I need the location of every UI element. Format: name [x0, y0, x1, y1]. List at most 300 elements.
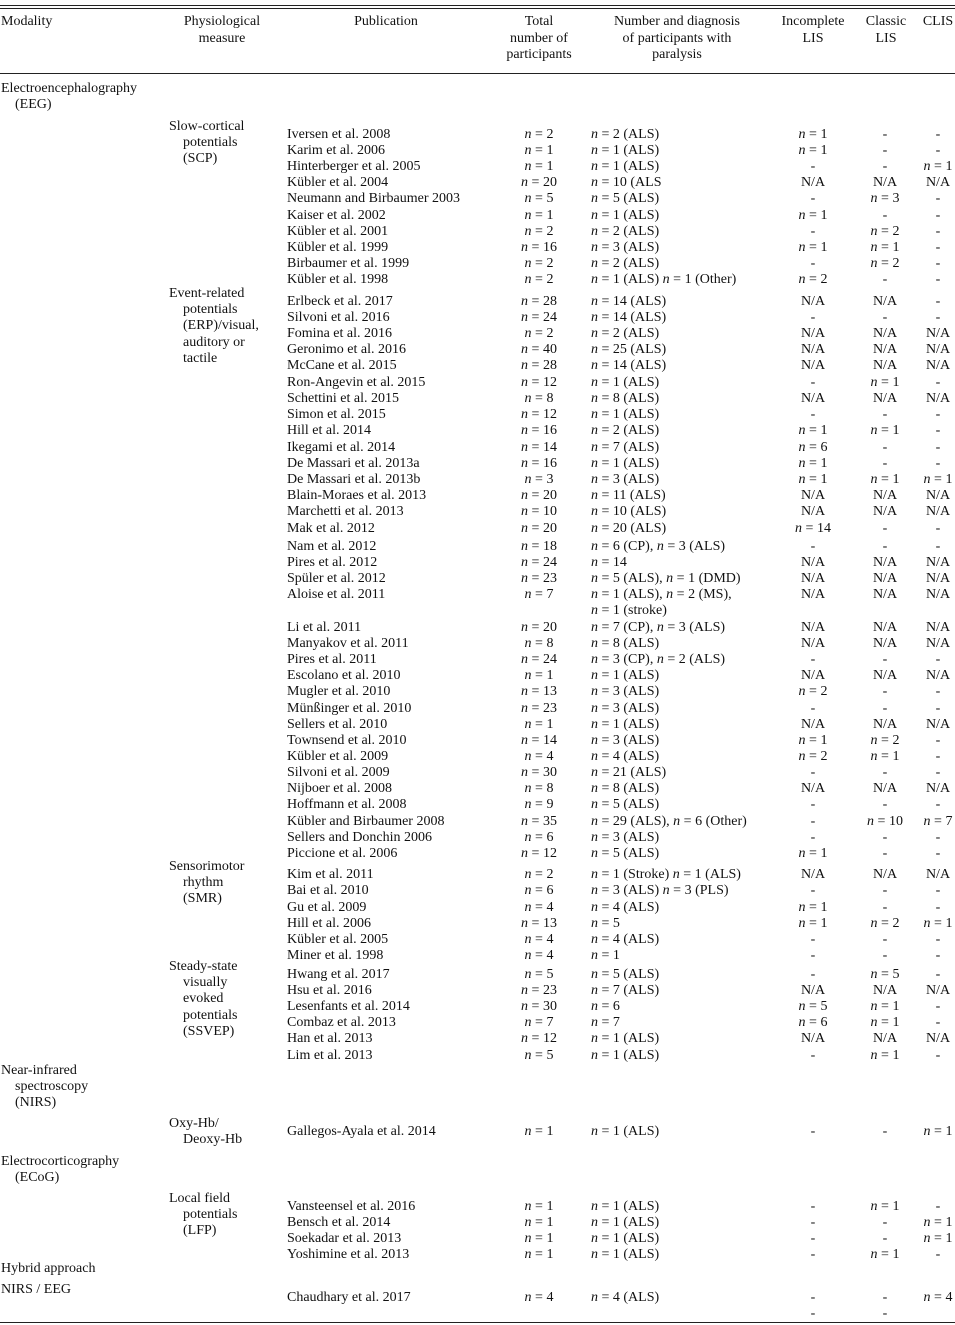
publication-cell: Hsu et al. 2016 — [287, 983, 372, 998]
diagnosis-cell: n = 29 (ALS), n = 6 (Other) — [591, 814, 747, 829]
modality-label: Electrocorticography (ECoG) — [1, 1154, 120, 1186]
clis-cell: N/A — [925, 620, 951, 635]
clis-cell: N/A — [925, 571, 951, 586]
total-participants-cell: n = 10 — [521, 504, 557, 519]
publication-cell: Schettini et al. 2015 — [287, 391, 399, 406]
publication-cell: Sellers and Donchin 2006 — [287, 830, 433, 845]
classic-lis-cell: - — [882, 684, 888, 699]
publication-cell: Escolano et al. 2010 — [287, 668, 401, 683]
publication-cell: Pires et al. 2012 — [287, 555, 378, 570]
diagnosis-cell: n = 2 (ALS) — [591, 256, 660, 271]
classic-lis-cell: - — [882, 310, 888, 325]
classic-lis-cell: N/A — [872, 867, 898, 882]
clis-cell: - — [935, 224, 941, 239]
incomplete-lis-cell: - — [810, 1215, 816, 1230]
classic-lis-cell: n = 10 — [867, 814, 903, 829]
incomplete-lis-cell: N/A — [800, 717, 826, 732]
publication-cell: Townsend et al. 2010 — [287, 733, 407, 748]
incomplete-lis-cell: N/A — [800, 175, 826, 190]
incomplete-lis-cell: - — [810, 1290, 816, 1305]
publication-cell: Erlbeck et al. 2017 — [287, 294, 393, 309]
diagnosis-cell: n = 1 (ALS) — [591, 456, 660, 471]
publication-cell: Manyakov et al. 2011 — [287, 636, 409, 651]
total-participants-cell: n = 16 — [521, 456, 557, 471]
publication-cell: Kübler et al. 2001 — [287, 224, 389, 239]
classic-lis-cell: n = 1 — [870, 472, 900, 487]
total-participants-cell: n = 2 — [524, 326, 554, 341]
classic-lis-cell: - — [882, 521, 888, 536]
diagnosis-cell: n = 8 (ALS) — [591, 636, 660, 651]
diagnosis-cell: n = 8 (ALS) — [591, 391, 660, 406]
clis-cell: - — [935, 830, 941, 845]
clis-cell: - — [935, 208, 941, 223]
publication-cell: Silvoni et al. 2009 — [287, 765, 390, 780]
diagnosis-cell: n = 5 (ALS) — [591, 967, 660, 982]
diagnosis-cell: n = 1 (ALS) — [591, 1124, 660, 1139]
incomplete-lis-cell: n = 1 — [798, 240, 828, 255]
total-participants-cell: n = 1 — [524, 1215, 554, 1230]
incomplete-lis-cell: - — [810, 224, 816, 239]
total-participants-cell: n = 24 — [521, 310, 557, 325]
incomplete-lis-cell: - — [810, 1231, 816, 1246]
publication-cell: Sellers et al. 2010 — [287, 717, 388, 732]
publication-cell: Ron-Angevin et al. 2015 — [287, 375, 426, 390]
classic-lis-cell: n = 1 — [870, 1015, 900, 1030]
clis-cell: - — [935, 999, 941, 1014]
diagnosis-cell: n = 1 (ALS) — [591, 143, 660, 158]
diagnosis-cell: n = 3 (ALS) — [591, 701, 660, 716]
clis-cell: N/A — [925, 504, 951, 519]
clis-cell: N/A — [925, 391, 951, 406]
diagnosis-cell: n = 4 (ALS) — [591, 932, 660, 947]
total-participants-cell: n = 12 — [521, 407, 557, 422]
header-measure: Physiological measure — [183, 14, 261, 46]
total-participants-cell: n = 24 — [521, 652, 557, 667]
diagnosis-cell: n = 1 (ALS) — [591, 1247, 660, 1262]
total-participants-cell: n = 23 — [521, 983, 557, 998]
total-participants-cell: n = 1 — [524, 1231, 554, 1246]
total-participants-cell: n = 8 — [524, 636, 554, 651]
publication-cell: Bai et al. 2010 — [287, 883, 369, 898]
incomplete-lis-cell: - — [810, 701, 816, 716]
diagnosis-cell: n = 3 (ALS) — [591, 240, 660, 255]
incomplete-lis-cell: n = 1 — [798, 472, 828, 487]
incomplete-lis-cell: - — [810, 883, 816, 898]
total-participants-cell: n = 2 — [524, 224, 554, 239]
diagnosis-cell: n = 1 (Stroke) n = 1 (ALS) — [591, 867, 741, 882]
diagnosis-cell: n = 6 (CP), n = 3 (ALS) — [591, 539, 726, 554]
incomplete-lis-cell: N/A — [800, 555, 826, 570]
incomplete-lis-cell: N/A — [800, 504, 826, 519]
total-participants-cell: n = 4 — [524, 1290, 554, 1305]
incomplete-lis-cell: N/A — [800, 668, 826, 683]
classic-lis-cell: - — [882, 1290, 888, 1305]
publication-cell: Spüler et al. 2012 — [287, 571, 386, 586]
clis-cell: - — [935, 846, 941, 861]
measure-label: Oxy-Hb/ Deoxy-Hb — [169, 1116, 243, 1148]
clis-cell: N/A — [925, 488, 951, 503]
incomplete-lis-cell: - — [810, 932, 816, 947]
total-participants-cell: n = 20 — [521, 620, 557, 635]
clis-cell: N/A — [925, 668, 951, 683]
total-participants-cell: n = 1 — [524, 717, 554, 732]
publication-cell: Lim et al. 2013 — [287, 1048, 373, 1063]
trailing-incomplete-cell: - — [810, 1306, 816, 1321]
classic-lis-cell: - — [882, 701, 888, 716]
incomplete-lis-cell: - — [810, 1247, 816, 1262]
incomplete-lis-cell: - — [810, 256, 816, 271]
incomplete-lis-cell: N/A — [800, 620, 826, 635]
classic-lis-cell: - — [882, 1215, 888, 1230]
publication-cell: Hill et al. 2014 — [287, 423, 371, 438]
total-participants-cell: n = 12 — [521, 846, 557, 861]
diagnosis-cell: n = 3 (ALS) — [591, 733, 660, 748]
classic-lis-cell: n = 1 — [870, 1199, 900, 1214]
incomplete-lis-cell: n = 2 — [798, 749, 828, 764]
total-participants-cell: n = 8 — [524, 781, 554, 796]
measure-label: Steady-state visually evoked potentials (SSVEP) — [169, 959, 238, 1039]
clis-cell: - — [935, 1015, 941, 1030]
incomplete-lis-cell: - — [810, 1124, 816, 1139]
incomplete-lis-cell: - — [810, 765, 816, 780]
classic-lis-cell: n = 1 — [870, 749, 900, 764]
diagnosis-cell: n = 1 (ALS) — [591, 159, 660, 174]
classic-lis-cell: N/A — [872, 717, 898, 732]
diagnosis-cell: n = 4 (ALS) — [591, 749, 660, 764]
classic-lis-cell: n = 1 — [870, 375, 900, 390]
diagnosis-cell: n = 3 (ALS) n = 3 (PLS) — [591, 883, 729, 898]
table-top-rule — [0, 5, 955, 6]
measure-label: Event-related potentials (ERP)/visual, auditory or tactile — [169, 286, 259, 366]
classic-lis-cell: n = 2 — [870, 256, 900, 271]
classic-lis-cell: n = 5 — [870, 967, 900, 982]
publication-cell: Combaz et al. 2013 — [287, 1015, 396, 1030]
incomplete-lis-cell: N/A — [800, 867, 826, 882]
clis-cell: n = 1 — [923, 1215, 953, 1230]
incomplete-lis-cell: N/A — [800, 488, 826, 503]
incomplete-lis-cell: n = 1 — [798, 423, 828, 438]
total-participants-cell: n = 14 — [521, 733, 557, 748]
incomplete-lis-cell: n = 1 — [798, 456, 828, 471]
publication-cell: Hoffmann et al. 2008 — [287, 797, 407, 812]
clis-cell: - — [935, 272, 941, 287]
total-participants-cell: n = 1 — [524, 159, 554, 174]
classic-lis-cell: - — [882, 1124, 888, 1139]
incomplete-lis-cell: n = 14 — [795, 521, 831, 536]
clis-cell: N/A — [925, 358, 951, 373]
publication-cell: Piccione et al. 2006 — [287, 846, 398, 861]
total-participants-cell: n = 40 — [521, 342, 557, 357]
incomplete-lis-cell: - — [810, 967, 816, 982]
diagnosis-cell: n = 3 (CP), n = 2 (ALS) — [591, 652, 726, 667]
publication-cell: Ikegami et al. 2014 — [287, 440, 396, 455]
table-bottom-rule — [0, 1322, 955, 1323]
publication-cell: Han et al. 2013 — [287, 1031, 373, 1046]
total-participants-cell: n = 30 — [521, 999, 557, 1014]
classic-lis-cell: N/A — [872, 668, 898, 683]
incomplete-lis-cell: n = 1 — [798, 208, 828, 223]
clis-cell: N/A — [925, 587, 951, 602]
total-participants-cell: n = 1 — [524, 208, 554, 223]
incomplete-lis-cell: N/A — [800, 571, 826, 586]
publication-cell: Lesenfants et al. 2014 — [287, 999, 410, 1014]
incomplete-lis-cell: N/A — [800, 781, 826, 796]
publication-cell: Kübler et al. 1999 — [287, 240, 389, 255]
incomplete-lis-cell: N/A — [800, 636, 826, 651]
classic-lis-cell: - — [882, 143, 888, 158]
clis-cell: N/A — [925, 1031, 951, 1046]
classic-lis-cell: - — [882, 846, 888, 861]
incomplete-lis-cell: N/A — [800, 983, 826, 998]
clis-cell: n = 1 — [923, 1124, 953, 1139]
clis-cell: - — [935, 294, 941, 309]
diagnosis-cell: n = 3 (ALS) — [591, 684, 660, 699]
classic-lis-cell: N/A — [872, 358, 898, 373]
classic-lis-cell: - — [882, 159, 888, 174]
classic-lis-cell: - — [882, 900, 888, 915]
classic-lis-cell: - — [882, 272, 888, 287]
diagnosis-cell: n = 1 — [591, 948, 620, 963]
publication-cell: Karim et al. 2006 — [287, 143, 385, 158]
diagnosis-cell: n = 1 (ALS) — [591, 1048, 660, 1063]
classic-lis-cell: - — [882, 652, 888, 667]
total-participants-cell: n = 24 — [521, 555, 557, 570]
publication-cell: Soekadar et al. 2013 — [287, 1231, 402, 1246]
diagnosis-cell: n = 10 (ALS — [591, 175, 662, 190]
diagnosis-cell: n = 1 (ALS) — [591, 375, 660, 390]
diagnosis-cell: n = 1 (ALS) — [591, 1231, 660, 1246]
publication-cell: Simon et al. 2015 — [287, 407, 386, 422]
clis-cell: n = 1 — [923, 159, 953, 174]
classic-lis-cell: - — [882, 948, 888, 963]
total-participants-cell: n = 16 — [521, 423, 557, 438]
total-participants-cell: n = 1 — [524, 143, 554, 158]
total-participants-cell: n = 5 — [524, 967, 554, 982]
publication-cell: Bensch et al. 2014 — [287, 1215, 391, 1230]
total-participants-cell: n = 20 — [521, 488, 557, 503]
publication-cell: Nijboer et al. 2008 — [287, 781, 392, 796]
publication-cell: Silvoni et al. 2016 — [287, 310, 390, 325]
diagnosis-cell: n = 7 (ALS) — [591, 983, 660, 998]
incomplete-lis-cell: N/A — [800, 1031, 826, 1046]
classic-lis-cell: N/A — [872, 488, 898, 503]
classic-lis-cell: - — [882, 797, 888, 812]
clis-cell: - — [935, 948, 941, 963]
total-participants-cell: n = 35 — [521, 814, 557, 829]
total-participants-cell: n = 2 — [524, 867, 554, 882]
publication-cell: Kübler et al. 1998 — [287, 272, 389, 287]
publication-cell: Birbaumer et al. 1999 — [287, 256, 410, 271]
diagnosis-cell: n = 1 (ALS), n = 2 (MS), n = 1 (stroke) — [591, 587, 732, 618]
incomplete-lis-cell: n = 5 — [798, 999, 828, 1014]
total-participants-cell: n = 23 — [521, 571, 557, 586]
diagnosis-cell: n = 1 (ALS) n = 1 (Other) — [591, 272, 737, 287]
clis-cell: - — [935, 310, 941, 325]
diagnosis-cell: n = 7 (ALS) — [591, 440, 660, 455]
classic-lis-cell: - — [882, 407, 888, 422]
incomplete-lis-cell: n = 6 — [798, 440, 828, 455]
clis-cell: N/A — [925, 555, 951, 570]
publication-cell: Gallegos-Ayala et al. 2014 — [287, 1124, 436, 1139]
classic-lis-cell: N/A — [872, 326, 898, 341]
publication-cell: Chaudhary et al. 2017 — [287, 1290, 411, 1305]
diagnosis-cell: n = 3 (ALS) — [591, 472, 660, 487]
classic-lis-cell: N/A — [872, 391, 898, 406]
diagnosis-cell: n = 5 (ALS) — [591, 797, 660, 812]
diagnosis-cell: n = 10 (ALS) — [591, 504, 667, 519]
publication-cell: Iversen et al. 2008 — [287, 127, 391, 142]
classic-lis-cell: - — [882, 1231, 888, 1246]
total-participants-cell: n = 6 — [524, 883, 554, 898]
clis-cell: n = 1 — [923, 472, 953, 487]
header-modality: Modality — [1, 14, 53, 29]
diagnosis-cell: n = 21 (ALS) — [591, 765, 667, 780]
classic-lis-cell: N/A — [872, 342, 898, 357]
clis-cell: - — [935, 1048, 941, 1063]
total-participants-cell: n = 1 — [524, 668, 554, 683]
incomplete-lis-cell: n = 6 — [798, 1015, 828, 1030]
classic-lis-cell: N/A — [872, 587, 898, 602]
total-participants-cell: n = 4 — [524, 932, 554, 947]
incomplete-lis-cell: - — [810, 797, 816, 812]
diagnosis-cell: n = 1 (ALS) — [591, 1215, 660, 1230]
total-participants-cell: n = 1 — [524, 1247, 554, 1262]
publication-cell: Kübler et al. 2009 — [287, 749, 389, 764]
diagnosis-cell: n = 1 (ALS) — [591, 407, 660, 422]
diagnosis-cell: n = 14 (ALS) — [591, 358, 667, 373]
incomplete-lis-cell: - — [810, 814, 816, 829]
clis-cell: - — [935, 407, 941, 422]
incomplete-lis-cell: n = 1 — [798, 733, 828, 748]
clis-cell: N/A — [925, 983, 951, 998]
publication-cell: Aloise et al. 2011 — [287, 587, 386, 602]
total-participants-cell: n = 28 — [521, 358, 557, 373]
classic-lis-cell: - — [882, 932, 888, 947]
publication-cell: Kim et al. 2011 — [287, 867, 374, 882]
incomplete-lis-cell: N/A — [800, 587, 826, 602]
incomplete-lis-cell: n = 1 — [798, 900, 828, 915]
diagnosis-cell: n = 6 — [591, 999, 620, 1014]
header-rule — [0, 73, 955, 74]
total-participants-cell: n = 5 — [524, 191, 554, 206]
clis-cell: - — [935, 440, 941, 455]
incomplete-lis-cell: - — [810, 539, 816, 554]
classic-lis-cell: N/A — [872, 175, 898, 190]
total-participants-cell: n = 13 — [521, 684, 557, 699]
total-participants-cell: n = 2 — [524, 272, 554, 287]
incomplete-lis-cell: - — [810, 1199, 816, 1214]
incomplete-lis-cell: N/A — [800, 294, 826, 309]
diagnosis-cell: n = 25 (ALS) — [591, 342, 667, 357]
incomplete-lis-cell: N/A — [800, 342, 826, 357]
total-participants-cell: n = 4 — [524, 900, 554, 915]
clis-cell: - — [935, 1199, 941, 1214]
diagnosis-cell: n = 2 (ALS) — [591, 127, 660, 142]
clis-cell: - — [935, 797, 941, 812]
clis-cell: - — [935, 423, 941, 438]
incomplete-lis-cell: - — [810, 375, 816, 390]
incomplete-lis-cell: - — [810, 652, 816, 667]
classic-lis-cell: N/A — [872, 620, 898, 635]
diagnosis-cell: n = 5 — [591, 916, 620, 931]
total-participants-cell: n = 13 — [521, 916, 557, 931]
publication-cell: Kübler et al. 2005 — [287, 932, 389, 947]
total-participants-cell: n = 1 — [524, 1124, 554, 1139]
clis-cell: N/A — [925, 781, 951, 796]
total-participants-cell: n = 7 — [524, 1015, 554, 1030]
classic-lis-cell: n = 2 — [870, 224, 900, 239]
diagnosis-cell: n = 5 (ALS) — [591, 846, 660, 861]
classic-lis-cell: - — [882, 830, 888, 845]
diagnosis-cell: n = 1 (ALS) — [591, 1031, 660, 1046]
classic-lis-cell: n = 1 — [870, 999, 900, 1014]
header-total: Total number of participants — [506, 14, 572, 62]
publication-cell: De Massari et al. 2013b — [287, 472, 421, 487]
total-participants-cell: n = 8 — [524, 391, 554, 406]
diagnosis-cell: n = 14 (ALS) — [591, 294, 667, 309]
classic-lis-cell: n = 2 — [870, 916, 900, 931]
clis-cell: N/A — [925, 342, 951, 357]
classic-lis-cell: - — [882, 539, 888, 554]
diagnosis-cell: n = 14 (ALS) — [591, 310, 667, 325]
publication-cell: Marchetti et al. 2013 — [287, 504, 404, 519]
publication-cell: Pires et al. 2011 — [287, 652, 377, 667]
total-participants-cell: n = 3 — [524, 472, 554, 487]
modality-label: Near-infrared spectroscopy (NIRS) — [1, 1063, 89, 1111]
clis-cell: - — [935, 932, 941, 947]
total-participants-cell: n = 12 — [521, 1031, 557, 1046]
total-participants-cell: n = 18 — [521, 539, 557, 554]
total-participants-cell: n = 4 — [524, 749, 554, 764]
incomplete-lis-cell: N/A — [800, 358, 826, 373]
publication-cell: Fomina et al. 2016 — [287, 326, 392, 341]
total-participants-cell: n = 28 — [521, 294, 557, 309]
header-diagnosis: Number and diagnosis of participants with paralysis — [614, 14, 740, 62]
diagnosis-cell: n = 1 (ALS) — [591, 668, 660, 683]
clis-cell: - — [935, 749, 941, 764]
diagnosis-cell: n = 20 (ALS) — [591, 521, 667, 536]
clis-cell: - — [935, 456, 941, 471]
classic-lis-cell: n = 1 — [870, 1048, 900, 1063]
incomplete-lis-cell: - — [810, 830, 816, 845]
diagnosis-cell: n = 1 (ALS) — [591, 208, 660, 223]
diagnosis-cell: n = 5 (ALS) — [591, 191, 660, 206]
clis-cell: - — [935, 733, 941, 748]
clis-cell: - — [935, 256, 941, 271]
total-participants-cell: n = 14 — [521, 440, 557, 455]
classic-lis-cell: N/A — [872, 636, 898, 651]
diagnosis-cell: n = 4 (ALS) — [591, 1290, 660, 1305]
modality-label: Hybrid approach — [1, 1261, 96, 1276]
diagnosis-cell: n = 8 (ALS) — [591, 781, 660, 796]
diagnosis-cell: n = 2 (ALS) — [591, 423, 660, 438]
table-top-rule-2 — [0, 8, 955, 9]
header-clis: CLIS — [922, 14, 954, 29]
clis-cell: - — [935, 684, 941, 699]
publication-cell: Hwang et al. 2017 — [287, 967, 390, 982]
diagnosis-cell: n = 7 (CP), n = 3 (ALS) — [591, 620, 726, 635]
clis-cell: N/A — [925, 326, 951, 341]
header-classic-lis: Classic LIS — [865, 14, 907, 46]
incomplete-lis-cell: n = 1 — [798, 846, 828, 861]
incomplete-lis-cell: - — [810, 407, 816, 422]
clis-cell: - — [935, 701, 941, 716]
diagnosis-cell: n = 1 (ALS) — [591, 717, 660, 732]
clis-cell: - — [935, 521, 941, 536]
classic-lis-cell: n = 1 — [870, 1247, 900, 1262]
clis-cell: - — [935, 652, 941, 667]
publication-cell: Geronimo et al. 2016 — [287, 342, 406, 357]
